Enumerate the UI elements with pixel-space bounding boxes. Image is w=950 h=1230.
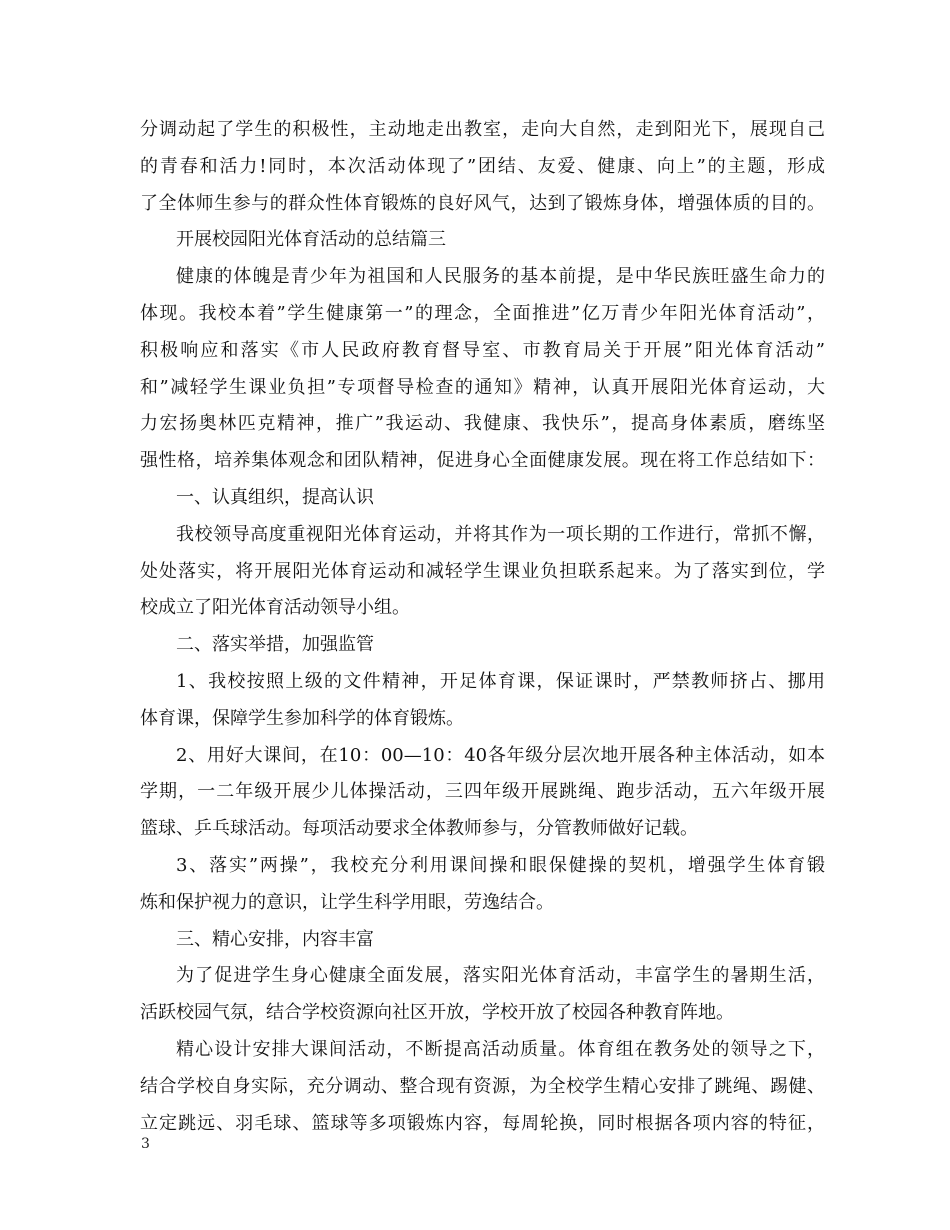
paragraph-line: 了全体师生参与的群众性体育锻炼的良好风气，达到了锻炼身体，增强体质的目的。 [140,192,825,214]
page-number: 3 [141,1136,150,1152]
paragraph-line: 强性格，培养集体观念和团队精神，促进身心全面健康发展。现在将工作总结如下： [140,450,825,472]
paragraph-line: 1、我校按照上级的文件精神，开足体育课，保证课时，严禁教师挤占、挪用 [176,670,825,692]
page-body [140,112,825,1142]
paragraph-line: 我校领导高度重视阳光体育运动，并将其作为一项长期的工作进行，常抓不懈， [176,523,825,545]
paragraph-line: 体现。我校本着”学生健康第一”的理念，全面推进”亿万青少年阳光体育活动”， [140,302,825,324]
paragraph-line: 为了促进学生身心健康全面发展，落实阳光体育活动，丰富学生的暑期生活， [176,965,825,987]
paragraph-line: 健康的体魄是青少年为祖国和人民服务的基本前提，是中华民族旺盛生命力的 [176,266,825,288]
paragraph-line: 活跃校园气氛，结合学校资源向社区开放，学校开放了校园各种教育阵地。 [140,1002,734,1024]
paragraph-line: 精心设计安排大课间活动，不断提高活动质量。体育组在教务处的领导之下， [176,1038,825,1060]
section-heading: 二、落实举措，加强监管 [176,634,374,656]
section-heading: 三、精心安排，内容丰富 [176,928,374,950]
paragraph-line: 2、用好大课间，在10：00—10：40各年级分层次地开展各种主体活动，如本 [176,744,825,766]
paragraph-line: 体育课，保障学生参加科学的体育锻炼。 [140,707,464,729]
paragraph-line: 积极响应和落实《市人民政府教育督导室、市教育局关于开展”阳光体育活动” [140,339,825,361]
paragraph-line: 力宏扬奥林匹克精神，推广”我运动、我健康、我快乐”，提高身体素质，磨练坚 [140,413,825,435]
paragraph-line: 的青春和活力!同时，本次活动体现了”团结、友爱、健康、向上”的主题，形成 [140,155,825,177]
paragraph-line: 学期，一二年级开展少儿体操活动，三四年级开展跳绳、跑步活动，五六年级开展 [140,781,825,803]
section-heading: 开展校园阳光体育活动的总结篇三 [176,229,446,251]
paragraph-line: 立定跳远、羽毛球、篮球等多项锻炼内容，每周轮换，同时根据各项内容的特征， [140,1112,825,1134]
paragraph-line: 结合学校自身实际，充分调动、整合现有资源，为全校学生精心安排了跳绳、踢健、 [140,1075,825,1097]
paragraph-line: 炼和保护视力的意识，让学生科学用眼，劳逸结合。 [140,891,554,913]
paragraph-line: 处处落实，将开展阳光体育运动和减轻学生课业负担联系起来。为了落实到位，学 [140,560,825,582]
paragraph-line: 校成立了阳光体育活动领导小组。 [140,597,410,619]
paragraph-line: 篮球、乒乓球活动。每项活动要求全体教师参与，分管教师做好记载。 [140,818,698,840]
paragraph-line: 分调动起了学生的积极性，主动地走出教室，走向大自然，走到阳光下，展现自己 [140,119,825,140]
section-heading: 一、认真组织，提高认识 [176,486,374,508]
paragraph-line: 和”减轻学生课业负担”专项督导检查的通知》精神，认真开展阳光体育运动，大 [140,376,825,398]
paragraph-line: 3、落实”两操”，我校充分利用课间操和眼保健操的契机，增强学生体育锻 [176,854,825,876]
